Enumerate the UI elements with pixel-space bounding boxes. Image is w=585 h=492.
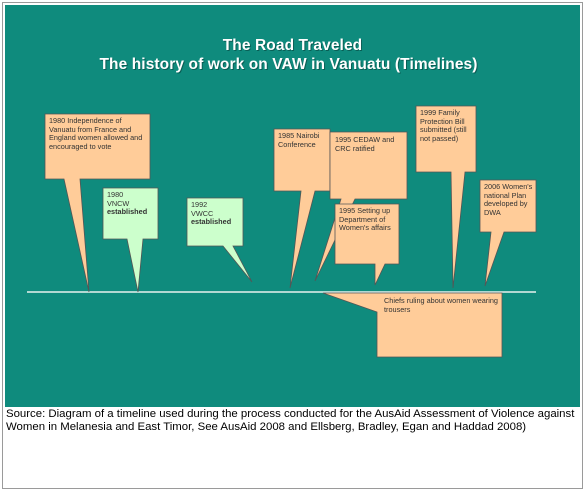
text-2006-plan: 2006 Women's national Plan developed by DWA: [484, 182, 533, 217]
text-chiefs: Chiefs ruling about women wearing trousers: [384, 296, 498, 314]
text-1980-independence: 1980 Independence of Vanuatu from France and England women allowed and encouraged to vote: [49, 116, 143, 151]
vwcc-org: VWCC: [191, 208, 214, 218]
text-1999-fpb: 1999 Family Protection Bill submitted (still not passed): [420, 108, 467, 143]
vwcc-year: 1992: [191, 200, 208, 209]
vwcc-tag: established: [191, 217, 232, 227]
figure-caption: Source: Diagram of a timeline used during the process conducted for the AusAid Assessment of Violence against Women in Melanesia and East Timor, See AusAid 2008 and Ellsberg, Bradley, Egan and Haddad 2008): [6, 408, 575, 434]
timeline-slide: [5, 5, 580, 407]
slide-title: The Road Traveled: [222, 37, 363, 54]
vncw-org: VNCW: [107, 198, 130, 208]
text-1980-vncw: [107, 191, 157, 217]
text-1985-nairobi: 1985 Nairobi Conference: [278, 131, 320, 149]
text-1995-dept: 1995 Setting up Department of Women's affairs: [339, 206, 391, 233]
slide-subtitle: The history of work on VAW in Vanuatu (Timelines): [99, 56, 478, 73]
text-1992-vwcc: [191, 201, 241, 227]
text-1995-cedaw: 1995 CEDAW and CRC ratified: [335, 135, 395, 153]
vncw-tag: established: [107, 207, 148, 217]
vncw-year: 1980: [107, 190, 124, 199]
